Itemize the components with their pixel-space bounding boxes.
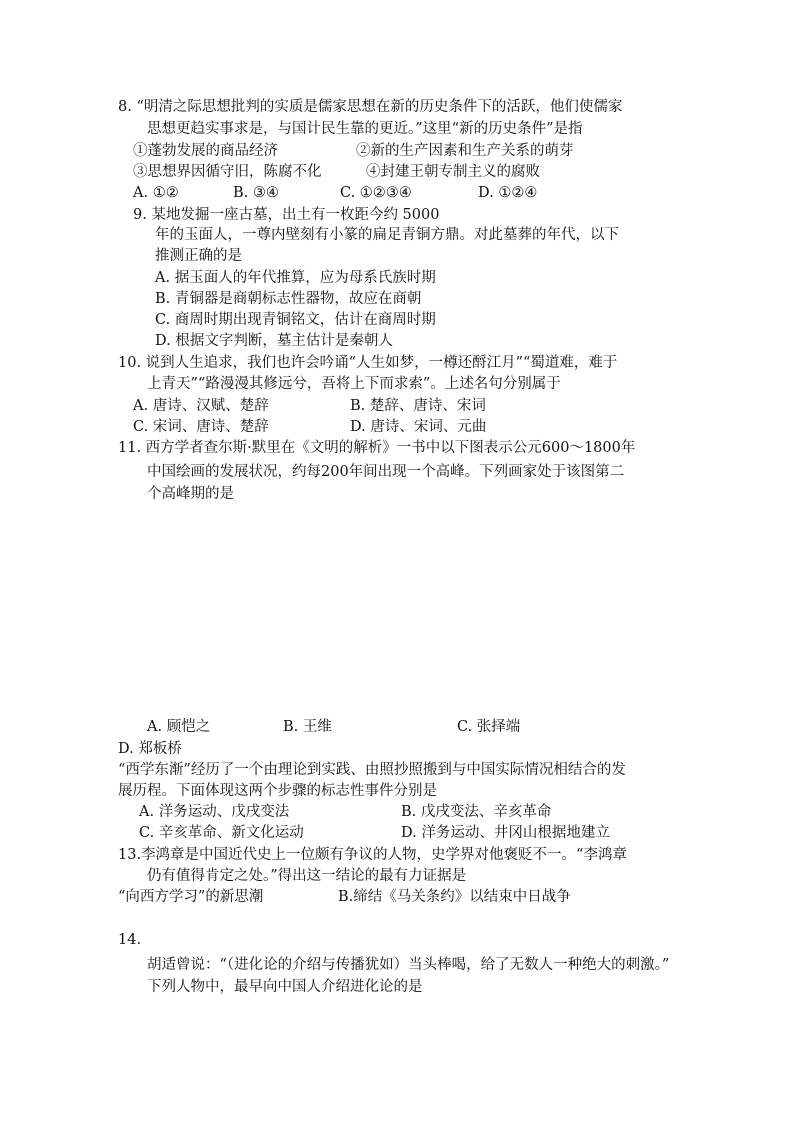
q10-stem-line-1: 10. 说到人生追求，我们也许会吟诵“人生如梦，一樽还酹江月”“蜀道难，难于 bbox=[118, 355, 618, 371]
q8-option-d: D. ①②④ bbox=[478, 185, 538, 201]
q13-stem-line-2: 仍有值得肯定之处。”得出这一结论的最有力证据是 bbox=[147, 868, 467, 884]
q12-stem-line-1: “西学东渐”经历了一个由理论到实践、由照抄照搬到与中国实际情况相结合的发 bbox=[118, 762, 626, 778]
q8-stem-line-2: 思想更趋实事求是，与国计民生靠的更近。”这里“新的历史条件”是指 bbox=[147, 121, 583, 137]
q8-option-c: C. ①②③④ bbox=[340, 185, 412, 201]
q11-option-a: A. 顾恺之 bbox=[147, 719, 211, 735]
q9-option-d: D. 根据文字判断，墓主估计是秦朝人 bbox=[155, 333, 393, 349]
q9-option-b: B. 青铜器是商朝标志性器物，故应在商朝 bbox=[155, 291, 422, 307]
q14-stem-line-1: 胡适曾说：“（进化论的介绍与传播犹如）当头棒喝，给了无数人一种绝大的刺激。” bbox=[147, 957, 670, 973]
q12-option-b: B. 戊戌变法、辛亥革命 bbox=[401, 804, 552, 820]
q10-stem-line-2: 上青天”“路漫漫其修远兮，吾将上下而求索”。上述名句分别属于 bbox=[147, 376, 561, 392]
q8-option-b: B. ③④ bbox=[233, 185, 279, 201]
q12-option-d: D. 洋务运动、井冈山根据地建立 bbox=[401, 825, 610, 841]
q9-stem-line-3: 推测正确的是 bbox=[155, 248, 242, 264]
q11-stem-line-1: 11. 西方学者查尔斯·默里在《文明的解析》一书中以下图表示公元600～1800年 bbox=[118, 440, 636, 456]
q8-statement-1: ①蓬勃发展的商品经济 bbox=[133, 143, 278, 159]
q8-statement-3: ③思想界因循守旧，陈腐不化 bbox=[133, 164, 322, 180]
q11-option-c: C. 张择端 bbox=[457, 719, 521, 735]
q12-stem-line-2: 展历程。下面体现这两个步骤的标志性事件分别是 bbox=[118, 783, 437, 799]
q8-statement-4: ④封建王朝专制主义的腐败 bbox=[366, 164, 540, 180]
q9-stem-line-2: 年的玉面人，一尊内壁刻有小篆的扁足青铜方鼎。对此墓葬的年代，以下 bbox=[155, 227, 619, 243]
q8-statement-2: ②新的生产因素和生产关系的萌芽 bbox=[356, 143, 574, 159]
q10-option-a: A. 唐诗、汉赋、楚辞 bbox=[133, 398, 269, 414]
q10-option-b: B. 楚辞、唐诗、宋词 bbox=[350, 398, 486, 414]
q11-option-b: B. 王维 bbox=[283, 719, 332, 735]
q11-stem-line-2: 中国绘画的发展状况，约每200年间出现一个高峰。下列画家处于该图第二 bbox=[147, 464, 625, 480]
q13-option-a: “向西方学习”的新思潮 bbox=[118, 889, 264, 905]
q8-stem-line-1: 8. “明清之际思想批判的实质是儒家思想在新的历史条件下的活跃，他们使儒家 bbox=[118, 99, 623, 115]
q14-stem-line-2: 下列人物中，最早向中国人介绍进化论的是 bbox=[147, 979, 423, 995]
q9-stem-line-1: 9. 某地发掘一座古墓，出土有一枚距今约 5000 bbox=[133, 207, 440, 223]
q10-option-c: C. 宋词、唐诗、楚辞 bbox=[133, 419, 269, 435]
q9-option-a: A. 据玉面人的年代推算，应为母系氏族时期 bbox=[155, 270, 436, 286]
q12-option-c: C. 辛亥革命、新文化运动 bbox=[139, 825, 304, 841]
q10-option-d: D. 唐诗、宋词、元曲 bbox=[350, 419, 487, 435]
q13-stem-line-1: 13.李鸿章是中国近代史上一位颇有争议的人物，史学界对他褒贬不一。“李鸿章 bbox=[118, 847, 627, 863]
q13-option-b: B.缔结《马关条约》以结束中日战争 bbox=[338, 889, 571, 905]
q9-option-c: C. 商周时期出现青铜铭文，估计在商周时期 bbox=[155, 312, 436, 328]
q11-stem-line-3: 个高峰期的是 bbox=[147, 486, 234, 502]
q8-option-a: A. ①② bbox=[133, 185, 179, 201]
q12-option-a: A. 洋务运动、戊戌变法 bbox=[139, 804, 290, 820]
q14-number: 14. bbox=[118, 932, 142, 948]
q11-option-d: D. 郑板桥 bbox=[118, 741, 182, 757]
